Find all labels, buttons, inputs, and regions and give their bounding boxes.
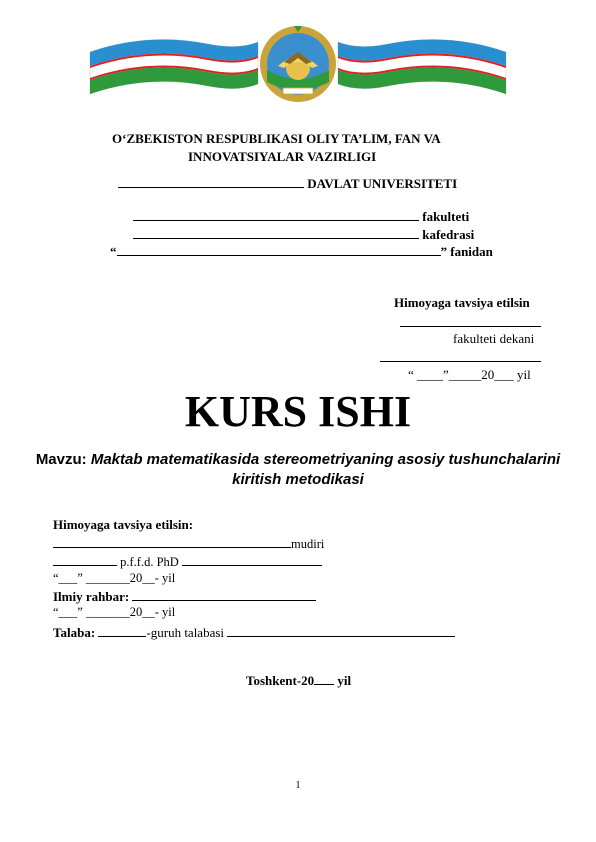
subject-line xyxy=(110,243,493,260)
subject-blank[interactable] xyxy=(117,243,441,256)
subject-label: ” fanidan xyxy=(440,244,493,259)
uzbekistan-emblem-icon xyxy=(88,22,508,104)
approval-title: Himoyaga tavsiya etilsin xyxy=(394,295,530,310)
subject-open-quote: “ xyxy=(110,244,117,259)
topic-text-2: kiritish metodikasi xyxy=(232,471,364,488)
state-emblem-banner xyxy=(88,22,508,104)
group-blank[interactable] xyxy=(98,624,146,637)
recommend-label: Himoyaga tavsiya etilsin: xyxy=(53,517,194,532)
dean-signature-line xyxy=(380,349,541,367)
ministry-title-line2: INNOVATSIYALAR VAZIRLIGI xyxy=(188,149,377,164)
faculty-blank[interactable] xyxy=(133,208,419,221)
student-line xyxy=(53,624,455,641)
degree-blank-left[interactable] xyxy=(53,553,117,566)
topic-line1 xyxy=(0,451,596,468)
department-label: kafedrasi xyxy=(422,227,475,242)
head-label: mudiri xyxy=(291,537,325,551)
date-line-2: “___” _______20__- yil xyxy=(53,605,176,619)
student-label: Talaba: xyxy=(53,625,96,640)
faculty-label: fakulteti xyxy=(422,209,470,224)
topic-text-1: Maktab matematikasida stereometriyaning asosiy tushunchalarini xyxy=(90,451,561,468)
approval-signature-line xyxy=(400,314,541,332)
head-line xyxy=(53,535,324,552)
degree-label: p.f.f.d. PhD xyxy=(120,555,179,569)
university-blank[interactable] xyxy=(118,175,304,188)
ministry-title-line1: O‘ZBEKISTON RESPUBLIKASI OLIY TA’LIM, FAN VA xyxy=(112,131,441,146)
university-line xyxy=(118,175,457,192)
department-line xyxy=(133,226,474,243)
advisor-line xyxy=(53,588,316,605)
faculty-line xyxy=(133,208,469,225)
page-number: 1 xyxy=(295,780,301,791)
city-year-prefix: Toshkent-20 xyxy=(246,673,315,688)
city-year-suffix: yil xyxy=(334,673,352,688)
advisor-label: Ilmiy rahbar: xyxy=(53,589,130,604)
main-title: KURS ISHI xyxy=(184,387,412,436)
advisor-blank[interactable] xyxy=(132,588,316,601)
city-year xyxy=(246,672,351,689)
group-label: -guruh talabasi xyxy=(146,625,225,640)
year-blank[interactable] xyxy=(314,672,334,685)
date-line-1: “___” _______20__- yil xyxy=(53,571,176,585)
approval-date: “ ____”_____20___ yil xyxy=(408,367,531,382)
degree-line xyxy=(53,553,322,570)
department-blank[interactable] xyxy=(133,226,419,239)
dean-label: fakulteti dekani xyxy=(453,331,535,346)
topic-label: Mavzu: xyxy=(35,451,87,468)
head-blank[interactable] xyxy=(53,535,291,548)
dean-signature-blank[interactable] xyxy=(380,349,541,362)
student-name-blank[interactable] xyxy=(227,624,455,637)
university-label: DAVLAT UNIVERSITETI xyxy=(307,176,458,191)
approval-signature-blank[interactable] xyxy=(400,314,541,327)
degree-blank-right[interactable] xyxy=(182,553,322,566)
